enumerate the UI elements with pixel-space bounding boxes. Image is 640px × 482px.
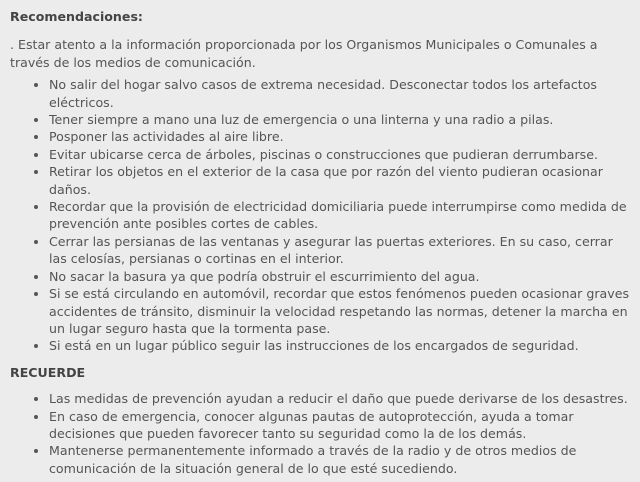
list-item: • Tener siempre a mano una luz de emergencia o una linterna y una radio a pilas. [49,111,630,128]
list-item: • Posponer las actividades al aire libre. [49,128,630,145]
recommendations-intro: . Estar atento a la información proporcionada por los Organismos Municipales o Comunales a través de los medios de comunicación. [10,37,598,70]
list-item: • No salir del hogar salvo casos de extrema necesidad. Desconectar todos los artefactos eléctricos. [49,76,630,111]
remember-list [10,390,630,477]
list-item: • Si se está circulando en automóvil, recordar que estos fenómenos pueden ocasionar graves accidentes de tránsito, disminuir la velocidad respetando las normas, detener la marcha en un lugar seguro hasta que la tormenta pase. [49,285,630,337]
list-item: • Las medidas de prevención ayudan a reducir el daño que puede derivarse de los desastres. [49,390,630,407]
list-item: • Evitar ubicarse cerca de árboles, piscinas o construcciones que pudieran derrumbarse. [49,146,630,163]
list-item: • Mantenerse permanentemente informado a través de la radio y de otros medios de comunicación de la situación general de lo que esté sucediendo. [49,442,630,477]
list-item: • En caso de emergencia, conocer algunas pautas de autoprotección, ayuda a tomar decisiones que pueden favorecer tanto su seguridad como la de los demás. [49,408,630,443]
recommendations-list [10,76,630,355]
list-item: • No sacar la basura ya que podría obstruir el escurrimiento del agua. [49,268,630,285]
list-item: • Recordar que la provisión de electricidad domiciliaria puede interrumpirse como medida de prevención ante posibles cortes de cables. [49,198,630,233]
list-item: • Cerrar las persianas de las ventanas y asegurar las puertas exteriores. En su caso, cerrar las celosías, persianas o cortinas en el interior. [49,233,630,268]
remember-heading: RECUERDE [10,364,86,380]
list-item: • Retirar los objetos en el exterior de la casa que por razón del viento pudieran ocasionar daños. [49,163,630,198]
recommendations-heading: Recomendaciones: [10,9,143,24]
list-item: • Si está en un lugar público seguir las instrucciones de los encargados de seguridad. [49,337,630,354]
